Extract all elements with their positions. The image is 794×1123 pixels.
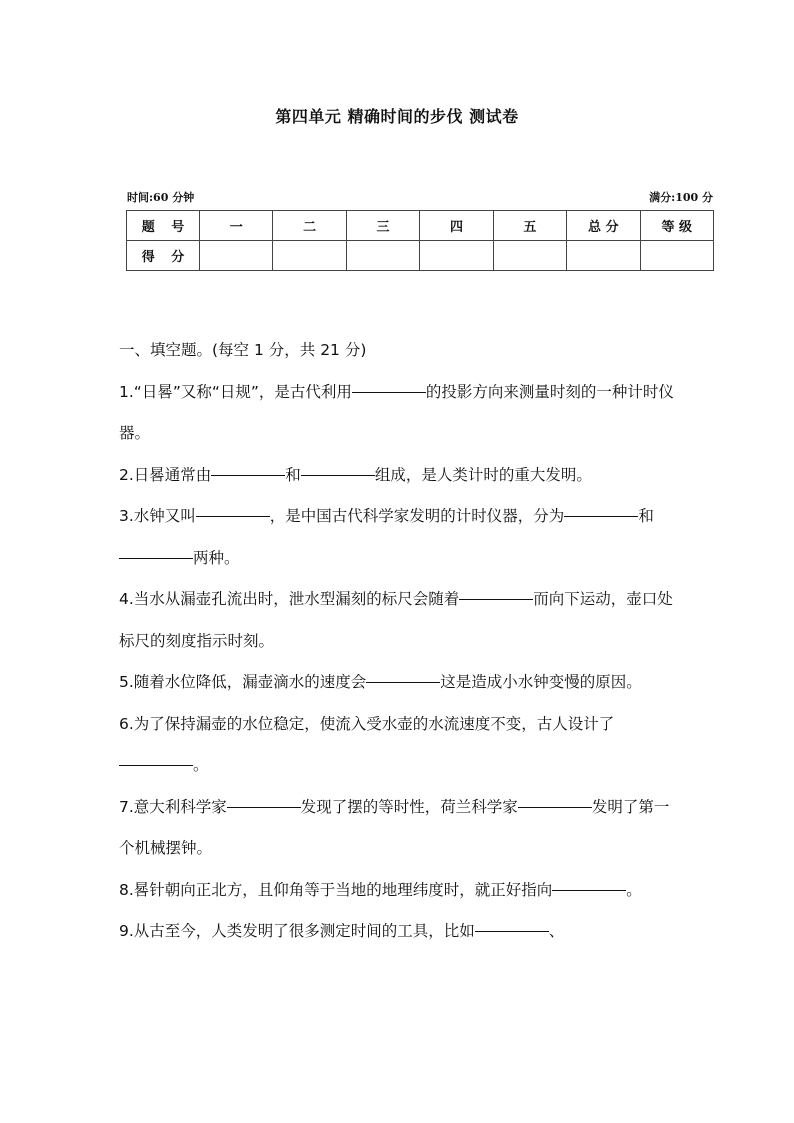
score-cell[interactable] — [567, 241, 640, 271]
answer-blank[interactable] — [119, 557, 193, 559]
answer-blank[interactable] — [475, 930, 549, 932]
question-text: 4.当水从漏壶孔流出时，泄水型漏刻的标尺会随着 — [119, 590, 460, 608]
answer-blank[interactable] — [352, 391, 426, 393]
question-text: 3.水钟又叫 — [119, 507, 196, 525]
question-item — [119, 870, 679, 912]
question-text: 两种。 — [193, 548, 240, 567]
question-text: 7.意大利科学家 — [119, 797, 227, 816]
answer-blank[interactable] — [518, 806, 592, 808]
question-text: 。 — [626, 880, 642, 899]
score-table-header-cell: 二 — [273, 211, 346, 241]
question-text: 和 — [285, 465, 301, 484]
page-title: 第四单元 精确时间的步伐 测试卷 — [275, 107, 519, 126]
score-table-header-cell: 总 分 — [567, 211, 640, 241]
question-text: 8.晷针朝向正北方，且仰角等于当地的地理纬度时，就正好指向 — [119, 880, 553, 899]
question-item — [119, 579, 679, 662]
score-table-header-cell: 四 — [420, 211, 493, 241]
question-text: 、 — [548, 922, 565, 940]
score-table-header-cell: 等 级 — [640, 211, 713, 241]
question-text: 9.从古至今，人类发明了很多测定时间的工具，比如 — [119, 922, 475, 940]
answer-blank[interactable] — [459, 598, 533, 600]
score-cell[interactable] — [273, 241, 346, 271]
question-item — [119, 372, 679, 455]
score-table-header-cell: 一 — [200, 211, 273, 241]
question-text: 和 — [638, 507, 654, 525]
question-text: 这是造成小水钟变慢的原因。 — [440, 673, 642, 691]
score-table-header-cell: 五 — [493, 211, 566, 241]
answer-blank[interactable] — [227, 806, 301, 808]
exam-full-score: 满分:100 分 — [649, 191, 713, 204]
question-item — [119, 911, 679, 953]
question-text: 1.“日晷”又称“日规”，是古代利用 — [119, 382, 352, 401]
answer-blank[interactable] — [564, 515, 638, 517]
question-text: 发明了第一个机械摆钟。 — [119, 797, 670, 857]
question-item — [119, 455, 679, 497]
answer-blank[interactable] — [196, 515, 270, 517]
answer-blank[interactable] — [211, 474, 285, 476]
exam-time: 时间:60 分钟 — [127, 191, 195, 204]
question-text: 2.日晷通常由 — [119, 465, 212, 484]
answer-blank[interactable] — [552, 889, 626, 891]
exam-meta — [127, 189, 713, 205]
score-cell[interactable] — [640, 241, 713, 271]
question-text: 5.随着水位降低，漏壶滴水的速度会 — [119, 673, 367, 691]
answer-blank[interactable] — [366, 681, 440, 683]
score-cell[interactable] — [200, 241, 273, 271]
answer-blank[interactable] — [301, 474, 375, 476]
question-text: 6.为了保持漏壶的水位稳定，使流入受水壶的水流速度不变，古人设计了 — [119, 714, 615, 733]
score-row-label: 得 分 — [127, 241, 200, 271]
score-cell[interactable] — [346, 241, 419, 271]
question-text: 。 — [193, 756, 209, 774]
question-text: 发现了摆的等时性，荷兰科学家 — [300, 797, 518, 816]
score-table-header-cell: 三 — [346, 211, 419, 241]
score-table-header-cell: 题 号 — [127, 211, 200, 241]
score-table-score-row — [127, 241, 714, 271]
section-heading: 一、填空题。(每空 1 分，共 21 分) — [119, 341, 367, 359]
score-table-header-row — [127, 211, 714, 241]
question-text: 组成，是人类计时的重大发明。 — [374, 465, 592, 484]
score-cell[interactable] — [420, 241, 493, 271]
question-item — [119, 662, 679, 704]
question-item — [119, 496, 679, 579]
score-table — [126, 210, 714, 271]
question-text: 而向下运动，壶口处标尺的刻度指示时刻。 — [119, 590, 673, 650]
question-item — [119, 787, 679, 870]
question-item — [119, 704, 679, 787]
question-text: 的投影方向来测量时刻的一种计时仪器。 — [119, 382, 674, 442]
question-content — [119, 330, 679, 953]
question-text: ，是中国古代科学家发明的计时仪器，分为 — [269, 507, 565, 525]
answer-blank[interactable] — [119, 764, 193, 766]
score-cell[interactable] — [493, 241, 566, 271]
